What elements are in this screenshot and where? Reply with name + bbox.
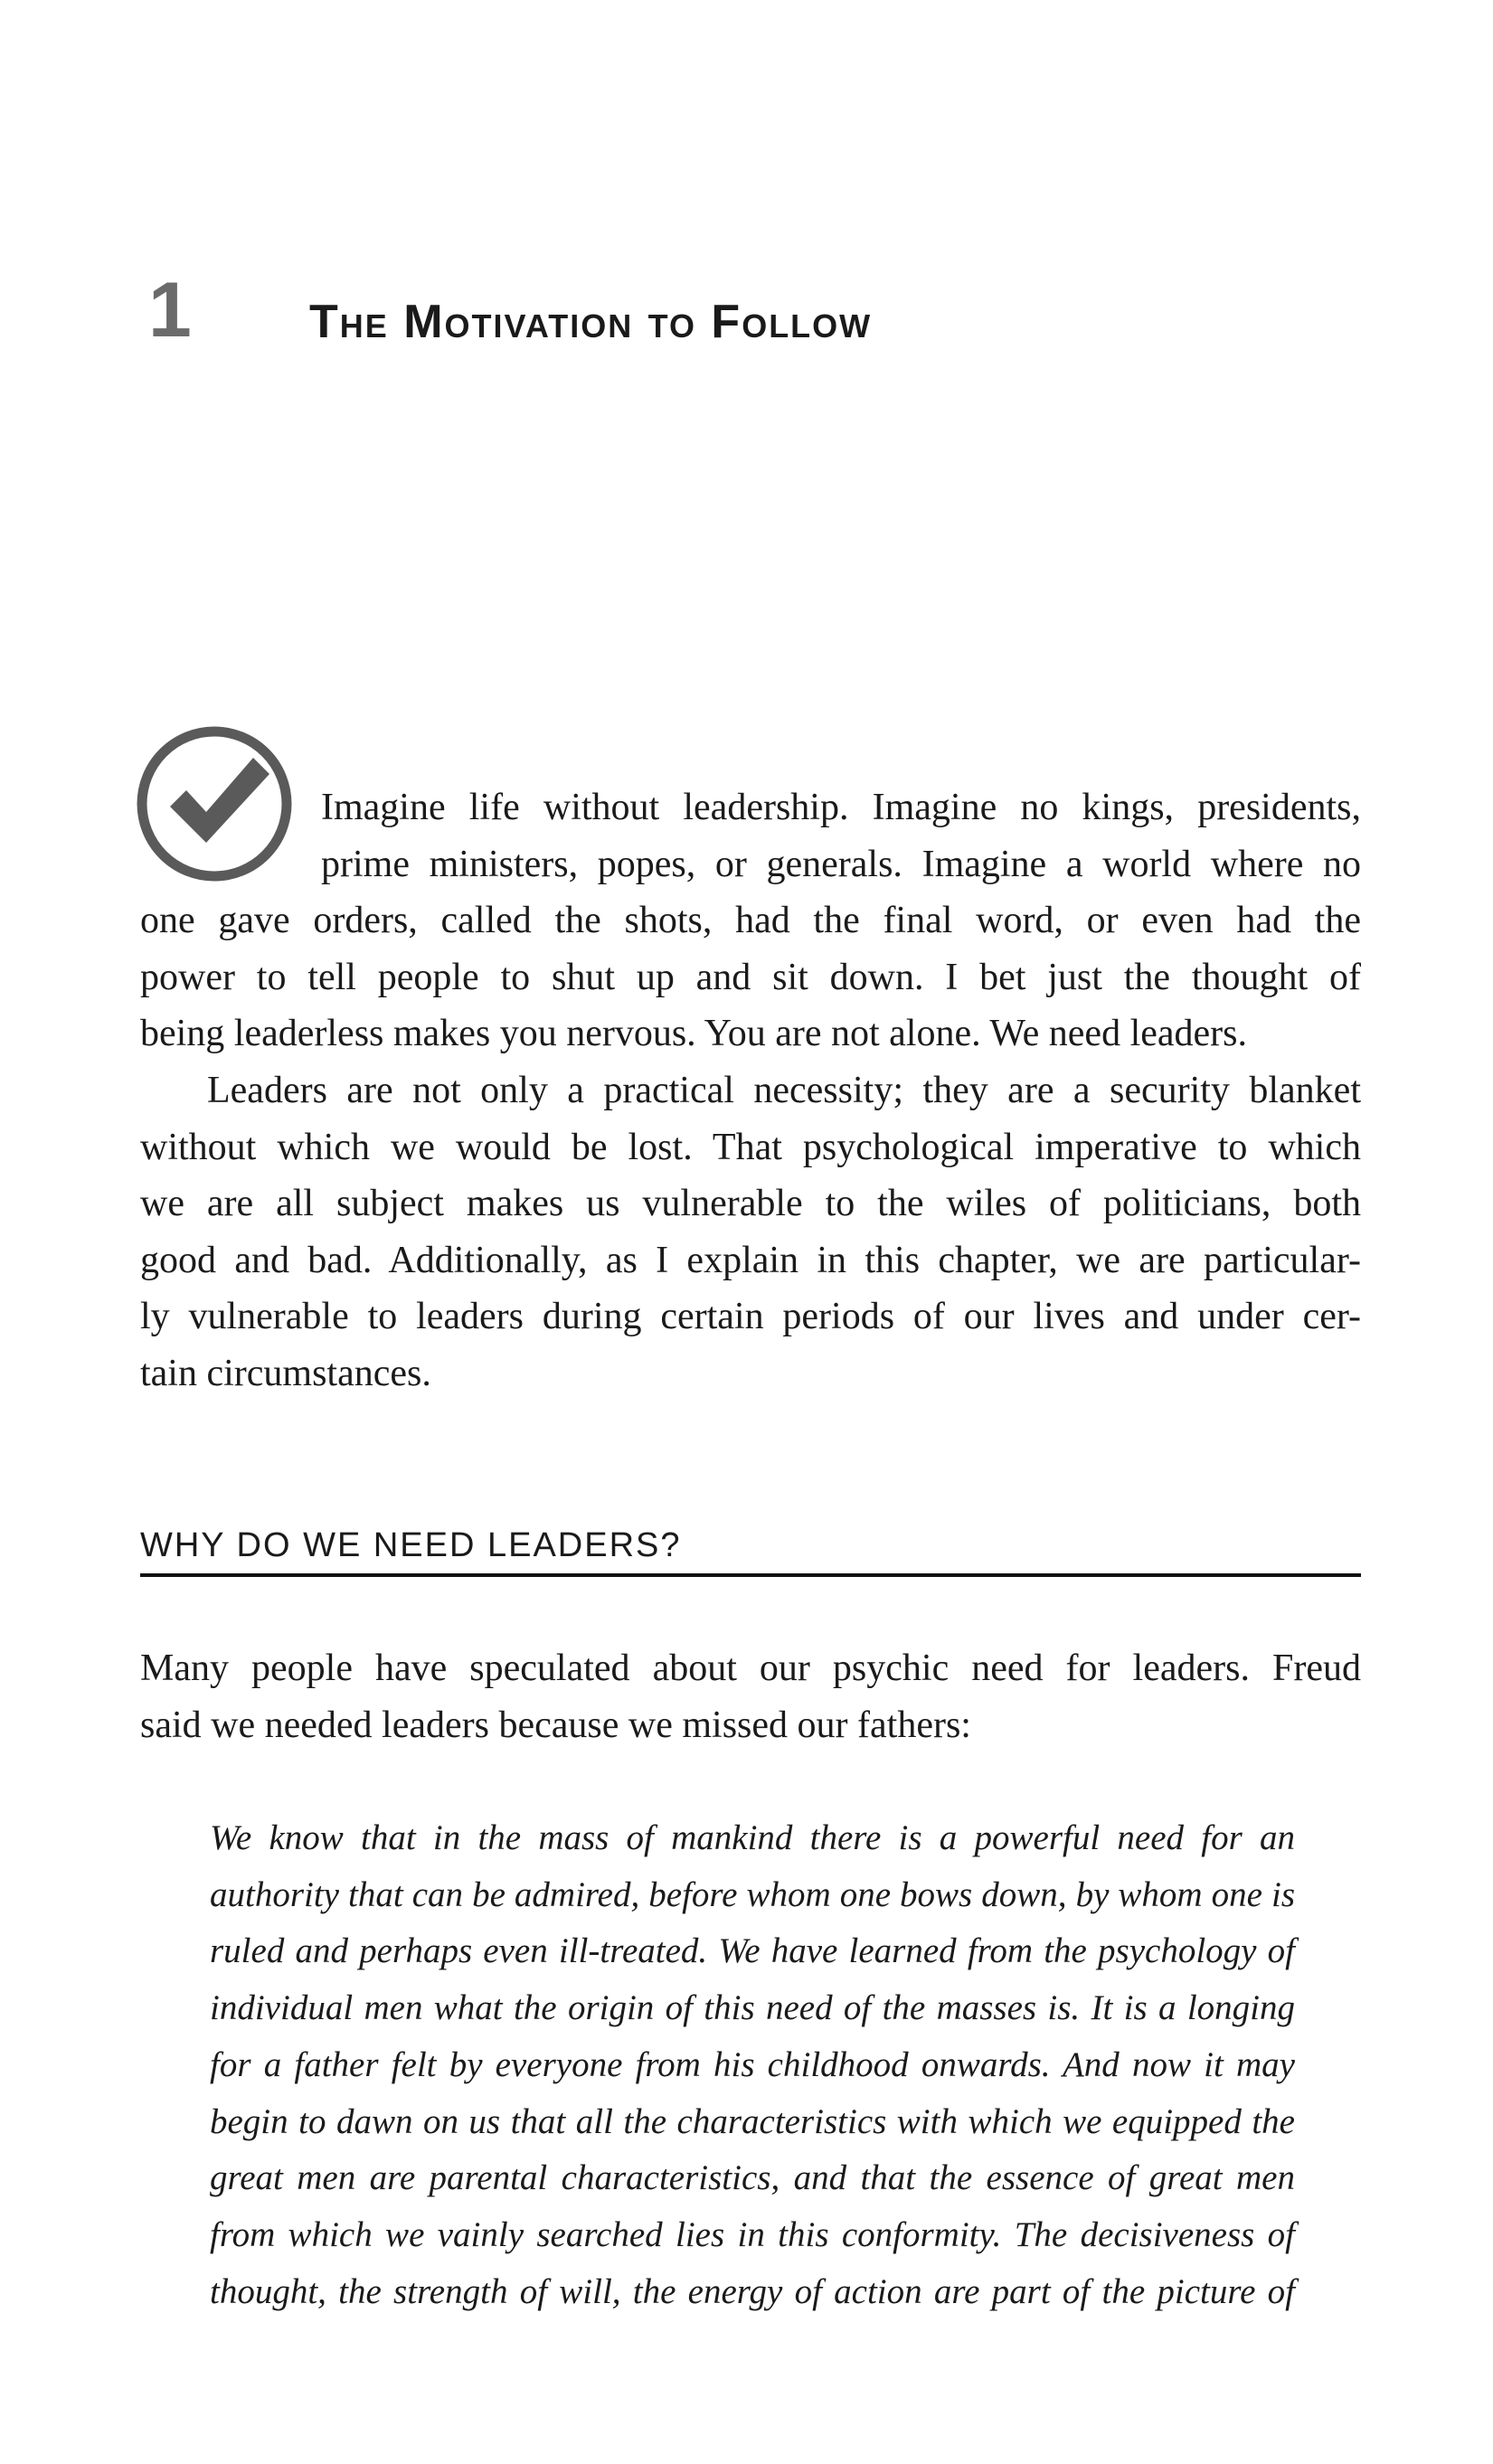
body-line: good and bad. Additionally, as I explain in this chapter, we are particular- — [140, 1239, 1361, 1281]
quote-line: thought, the strength of will, the energy of action are part of the picture of — [210, 2271, 1295, 2311]
quote-line: from which we vainly searched lies in this conformity. The decisiveness of — [210, 2214, 1295, 2254]
intro-line: prime ministers, popes, or generals. Imagine a world where no — [321, 843, 1361, 885]
quote-line: begin to dawn on us that all the characteristics with which we equipped the — [210, 2101, 1295, 2141]
block-quote — [210, 1810, 1295, 2320]
quote-line: great men are parental characteristics, and that the essence of great men — [210, 2158, 1295, 2198]
body-paragraph — [140, 1062, 1361, 1402]
quote-line: We know that in the mass of mankind there is a powerful need for an — [210, 1818, 1295, 1857]
body-line: ly vulnerable to leaders during certain periods of our lives and under cer- — [140, 1296, 1361, 1337]
body-line: Leaders are not only a practical necessity; they are a security blanket — [207, 1070, 1361, 1111]
body-paragraph — [140, 1640, 1361, 1753]
intro-line: being leaderless makes you nervous. You are not alone. We need leaders. — [140, 1013, 1247, 1054]
body-line: without which we would be lost. That psychological imperative to which — [140, 1126, 1361, 1168]
intro-line: Imagine life without leadership. Imagine no kings, presidents, — [321, 787, 1361, 828]
body-line: Many people have speculated about our psychic need for leaders. Freud — [140, 1647, 1361, 1689]
intro-paragraph — [140, 779, 1361, 1062]
section-heading: WHY DO WE NEED LEADERS? — [140, 1526, 682, 1564]
body-line: we are all subject makes us vulnerable to the wiles of politicians, both — [140, 1183, 1361, 1224]
section-divider — [140, 1573, 1361, 1577]
quote-line: for a father felt by everyone from his childhood onwards. And now it may — [210, 2044, 1295, 2084]
intro-line: one gave orders, called the shots, had the final word, or even had the — [140, 900, 1361, 941]
quote-line: ruled and perhaps even ill-treated. We have learned from the psychology of — [210, 1931, 1295, 1971]
quote-line: authority that can be admired, before whom one bows down, by whom one is — [210, 1874, 1295, 1914]
quote-line: individual men what the origin of this need of the masses is. It is a longing — [210, 1988, 1295, 2028]
chapter-number: 1 — [148, 267, 192, 354]
body-line: said we needed leaders because we missed our fathers: — [140, 1704, 971, 1746]
chapter-title: The Motivation to Follow — [309, 296, 873, 348]
body-line: tain circumstances. — [140, 1352, 431, 1394]
intro-line: power to tell people to shut up and sit down. I bet just the thought of — [140, 956, 1361, 998]
